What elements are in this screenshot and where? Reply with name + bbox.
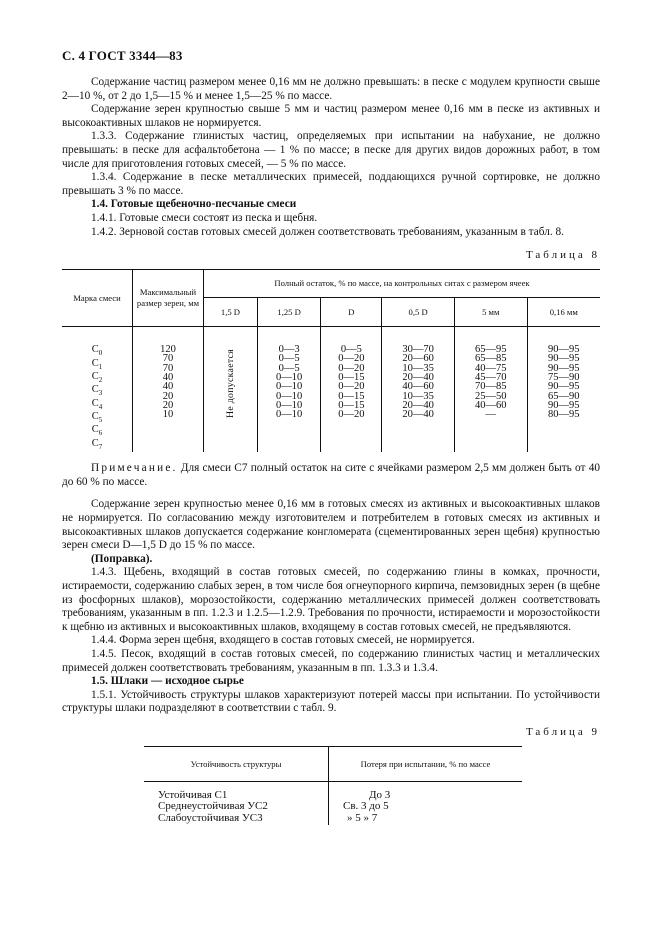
- table-9: [144, 746, 522, 826]
- cell-value: 90—95: [548, 362, 580, 374]
- mark: $C_1$: [91, 357, 103, 371]
- cell-value: 45—70: [474, 372, 507, 384]
- col-header-group: Полный остаток, % по массе, на контрольных ситах с размером ячеек: [274, 278, 530, 289]
- col-header-stability: Устойчивость структуры: [144, 746, 329, 781]
- table-8: [62, 269, 600, 452]
- cell-value: 30—70: [402, 344, 434, 356]
- paragraph: 1.4.2. Зерновой состав готовых смесей должен соответствовать требованиям, указанным в табл. 8.: [91, 225, 564, 238]
- marks-cell: [62, 327, 133, 453]
- cell-value: 70: [162, 362, 174, 374]
- mark: $C_7$: [91, 437, 103, 451]
- mark: $C_3$: [91, 384, 103, 398]
- loss-cell: [329, 781, 523, 825]
- loss-value: » 5 » 7: [347, 811, 378, 824]
- col-header-016mm: 0,16 мм: [549, 306, 578, 317]
- cell-value: —: [485, 409, 496, 421]
- correction-label: (Поправка).: [91, 552, 153, 565]
- note-label: Примечание.: [91, 462, 178, 475]
- cell-value: 0—15: [338, 390, 365, 402]
- cell-value: 40—60: [474, 399, 507, 411]
- cell-value: 0—10: [276, 381, 303, 393]
- cell-value: 0—3: [278, 344, 300, 356]
- col-header-d: D: [321, 298, 382, 327]
- col-header-loss: Потеря при испытании, % по массе: [360, 758, 491, 769]
- section-heading: 1.4. Готовые щебеночно-песчаные смеси: [91, 198, 297, 211]
- col-header-max-size: Максимальный размер зерен, мм: [133, 270, 204, 327]
- cell-value: 90—95: [548, 353, 580, 365]
- mark: $C_0$: [91, 344, 103, 358]
- cell-value: 25—50: [474, 390, 507, 402]
- col-125d-cell: [257, 327, 320, 453]
- cell-value: 40—75: [474, 362, 507, 374]
- paragraph: Содержание частиц размером менее 0,16 мм не должно превышать: в песке с модулем крупности свыше 2—10 %, от 2 до 1,5—15 % и менее 1,5—25 % по массе.: [62, 76, 600, 102]
- cell-value: 0—5: [278, 353, 300, 365]
- cell-value: 90—95: [548, 344, 580, 356]
- cell-value: 120: [160, 344, 176, 356]
- paragraph: 1.4.4. Форма зерен щебня, входящего в состав готовых смесей, не нормируется.: [91, 634, 475, 647]
- cell-value: 10—35: [402, 362, 434, 374]
- cell-value: 90—95: [548, 399, 580, 411]
- mark: $C_6$: [91, 424, 103, 438]
- paragraph: 1.4.1. Готовые смеси состоят из песка и щебня.: [91, 211, 318, 224]
- paragraph: Содержание зерен крупностью свыше 5 мм и частиц размером менее 0,16 мм в песке из активных и высокоактивных шлаков не нормируется.: [62, 103, 600, 129]
- paragraph: 1.5.1. Устойчивость структуры шлаков характеризуют потерей массы при испытании. По устойчивости структуры шлаки подразделяют в соответствии с табл. 9.: [62, 688, 600, 715]
- cell-value: 0—10: [276, 390, 303, 402]
- cell-value: 65—85: [474, 353, 507, 365]
- stability-name: Устойчивая С1: [158, 788, 228, 801]
- table-caption: Таблица 9: [525, 725, 600, 738]
- cell-value: 20: [162, 390, 174, 402]
- note-text: Для смеси С7 полный остаток на сите с ячейками размером 2,5 мм должен быть от 40 до 60 % по массе.: [62, 462, 600, 488]
- cell-value: 70—85: [474, 381, 507, 393]
- col-header-125d: 1,25 D: [257, 298, 320, 327]
- cell-value: 20—40: [402, 409, 434, 421]
- cell-value: 20—60: [402, 353, 434, 365]
- cell-value: 0—10: [276, 372, 303, 384]
- col-header-5mm: 5 мм: [454, 298, 527, 327]
- cell-value: 0—5: [340, 344, 362, 356]
- not-allowed-label: Не допускается: [224, 349, 236, 419]
- mark: $C_2$: [91, 370, 103, 384]
- stability-name: Среднеустойчивая УС2: [158, 800, 268, 813]
- cell-value: 0—20: [338, 409, 365, 421]
- cell-value: 10—35: [402, 390, 434, 402]
- section-heading: 1.5. Шлаки — исходное сырье: [91, 675, 244, 688]
- col-d-cell: [321, 327, 382, 453]
- table-note: [62, 462, 600, 489]
- mark: $C_5$: [91, 411, 103, 425]
- cell-value: 65—95: [474, 344, 507, 356]
- cell-value: 65—90: [548, 390, 580, 402]
- loss-value: До 3: [369, 788, 391, 801]
- col-header-05d: 0,5 D: [382, 298, 455, 327]
- col-05d-cell: [382, 327, 455, 453]
- col-016mm-cell: [527, 327, 600, 453]
- paragraph: 1.3.4. Содержание в песке металлических примесей, поддающихся ручной сортировке, не должно превышать 3 % по массе.: [62, 171, 600, 197]
- col-5mm-cell: [454, 327, 527, 453]
- cell-value: 80—95: [548, 409, 580, 421]
- paragraph: 1.3.3. Содержание глинистых частиц, определяемых при испытании на набухание, не должно превышать: в песке для асфальтобетона — 1 % по массе; в песке для других видов дорожных работ, в том числе для приготовления готовых смесей, — 5 % по массе.: [62, 130, 600, 170]
- loss-value: Св. 3 до 5: [343, 800, 389, 813]
- max-size-cell: [133, 327, 204, 453]
- col-15d-cell: [204, 327, 258, 453]
- col-header-mark: Марка смеси: [62, 270, 133, 327]
- cell-value: 0—10: [276, 409, 303, 421]
- document-page: [62, 48, 600, 825]
- stability-name: Слабоустойчивая УС3: [158, 811, 263, 824]
- cell-value: 0—5: [278, 362, 300, 374]
- cell-value: 70: [162, 353, 174, 365]
- cell-value: 75—90: [548, 372, 580, 384]
- cell-value: 0—20: [338, 353, 365, 365]
- paragraph: 1.4.3. Щебень, входящий в состав готовых смесей, по содержанию глины в комках, прочности, истираемости, содержанию слабых зерен, в том числе боя огнеупорного кирпича, пемзовидных зерен (в щебне из фосфорных шлаков), морозостойкости, содержанию металлических примесей должен соответствовать требованиям, указанным в пп. 1.2.3 и 1.2.5—1.2.9. Требования по прочности, истираемости и морозостойкости к щебню из активных и высокоактивных шлаков, входящему в состав готовых смесей, не предъявляются.: [62, 566, 600, 633]
- table-caption: Таблица 8: [525, 249, 600, 262]
- paragraph: Содержание зерен крупностью менее 0,16 мм в готовых смесях из активных и высокоактивных шлаков не нормируется. По согласованию между изготовителем и потребителем в готовых смесях из активных и высокоактивных шлаков допускается содержание конгломерата (сцементированных зерен щебня) крупностью зерен смеси D—1,5 D до 15 % по массе.: [62, 498, 600, 552]
- col-header-15d: 1,5 D: [204, 298, 258, 327]
- paragraph: 1.4.5. Песок, входящий в состав готовых смесей, по содержанию глинистых частиц и металлических примесей должен соответствовать требованиям, указанным в пп. 1.3.3 и 1.3.4.: [62, 647, 600, 674]
- cell-value: 0—15: [338, 372, 365, 384]
- stability-cell: [144, 781, 329, 825]
- cell-value: 20—40: [402, 372, 434, 384]
- cell-value: 40: [162, 381, 174, 393]
- cell-value: 0—20: [338, 381, 365, 393]
- cell-value: 40—60: [402, 381, 434, 393]
- cell-value: 10: [162, 409, 174, 421]
- cell-value: 20—40: [402, 399, 434, 411]
- cell-value: 90—95: [548, 381, 580, 393]
- mark: $C_4$: [91, 397, 103, 411]
- cell-value: 0—15: [338, 399, 365, 411]
- page-header: С. 4 ГОСТ 3344—83: [62, 48, 183, 63]
- cell-value: 0—10: [276, 399, 303, 411]
- cell-value: 20: [162, 399, 174, 411]
- cell-value: 0—20: [338, 362, 365, 374]
- cell-value: 40: [162, 372, 174, 384]
